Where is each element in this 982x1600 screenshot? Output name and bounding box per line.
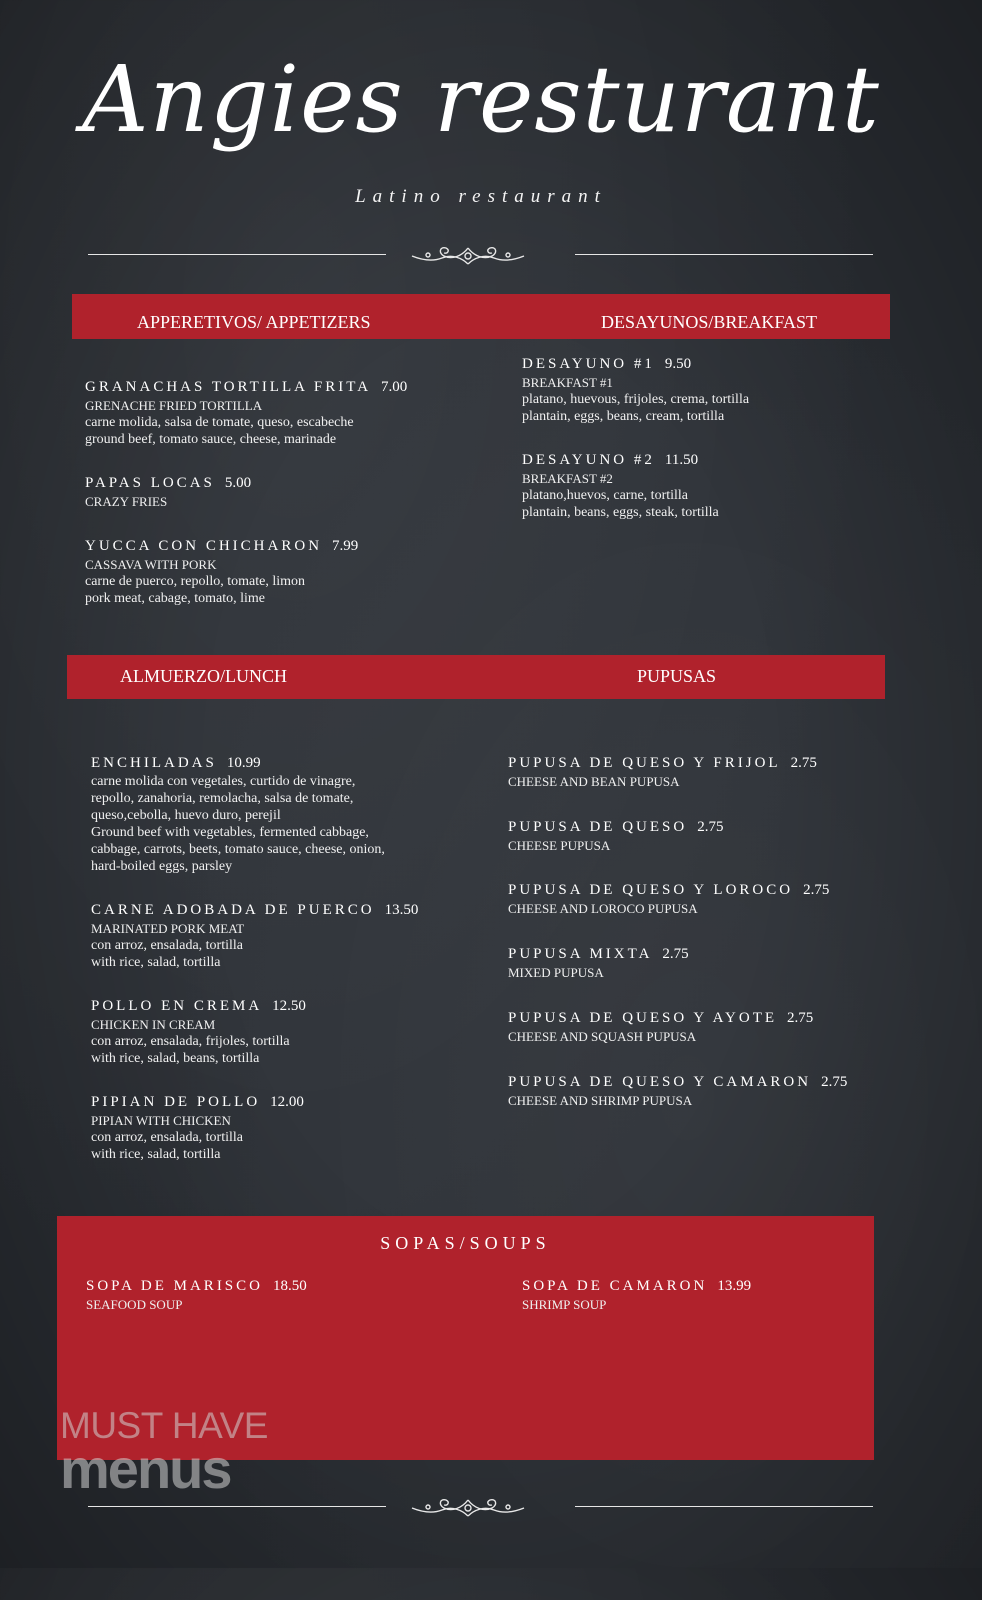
menu-item	[508, 754, 898, 790]
item-description: plantain, eggs, beans, cream, tortilla	[522, 409, 725, 424]
menu-item	[508, 881, 898, 917]
divider-right-bottom	[575, 1506, 873, 1507]
item-name: PUPUSA MIXTA	[508, 946, 653, 962]
item-price: 12.50	[272, 998, 306, 1014]
item-description: queso,cebolla, huevo duro, perejil	[91, 808, 281, 823]
item-price: 2.75	[821, 1074, 848, 1090]
watermark-top: MUST HAVE	[60, 1405, 268, 1446]
watermark-bottom: menus	[60, 1437, 231, 1500]
item-description: with rice, salad, tortilla	[91, 1147, 221, 1162]
item-name: PUPUSA DE QUESO Y CAMARON	[508, 1074, 812, 1090]
section-heading-pupusas: PUPUSAS	[637, 666, 717, 686]
item-description: carne de puerco, repollo, tomate, limon	[85, 574, 306, 589]
item-price: 18.50	[273, 1278, 307, 1294]
item-translation: PIPIAN WITH CHICKEN	[91, 1113, 231, 1128]
item-name: PUPUSA DE QUESO Y AYOTE	[508, 1010, 778, 1026]
item-translation: CHEESE PUPUSA	[508, 838, 611, 853]
item-translation: MIXED PUPUSA	[508, 965, 604, 980]
menu-item	[85, 474, 475, 510]
divider-left-bottom	[88, 1506, 386, 1507]
menu-item	[508, 818, 898, 854]
flourish-ornament-icon	[406, 1494, 530, 1522]
item-price: 2.75	[787, 1010, 814, 1026]
divider-right-top	[575, 254, 873, 255]
item-description: repollo, zanahoria, remolacha, salsa de tomate,	[91, 791, 354, 806]
item-price: 5.00	[224, 475, 252, 491]
item-translation: CHEESE AND BEAN PUPUSA	[508, 774, 680, 789]
item-description: platano,huevos, carne, tortilla	[522, 488, 688, 503]
item-name: SOPA DE MARISCO	[86, 1278, 263, 1294]
item-price: 7.99	[332, 538, 359, 554]
item-price: 2.75	[662, 946, 689, 962]
watermark-logo	[60, 1405, 320, 1500]
item-price: 12.00	[270, 1094, 304, 1110]
item-description: pork meat, cabage, tomato, lime	[85, 591, 265, 606]
menu-item	[91, 754, 481, 875]
item-translation: CHEESE AND SQUASH PUPUSA	[508, 1029, 697, 1044]
menu-item	[86, 1277, 476, 1313]
menu-item	[85, 378, 475, 448]
section-heading-lunch: ALMUERZO/LUNCH	[120, 666, 287, 686]
item-name: CARNE ADOBADA DE PUERCO	[91, 902, 375, 918]
item-name: DESAYUNO #2	[522, 452, 655, 468]
item-translation: SEAFOOD SOUP	[86, 1297, 183, 1312]
item-translation: BREAKFAST #1	[522, 375, 613, 390]
menu-item	[85, 537, 475, 607]
menu-item	[91, 997, 481, 1067]
item-description: hard-boiled eggs, parsley	[91, 859, 233, 874]
item-translation: CASSAVA WITH PORK	[85, 557, 217, 572]
item-description: with rice, salad, beans, tortilla	[91, 1051, 260, 1066]
item-price: 13.99	[717, 1278, 752, 1294]
item-description: with rice, salad, tortilla	[91, 955, 221, 970]
item-name: YUCCA CON CHICHARON	[85, 538, 323, 554]
item-price: 2.75	[803, 882, 830, 898]
item-translation: GRENACHE FRIED TORTILLA	[85, 398, 263, 413]
menu-item	[91, 901, 481, 971]
item-translation: CRAZY FRIES	[85, 494, 168, 509]
menu-item	[508, 1009, 898, 1045]
section-heading-soups: SOPAS/SOUPS	[380, 1233, 551, 1253]
menu-item	[522, 451, 912, 521]
item-price: 11.50	[664, 452, 699, 468]
menu-item	[91, 1093, 481, 1163]
item-description: carne molida, salsa de tomate, queso, escabeche	[85, 415, 354, 430]
item-name: PUPUSA DE QUESO Y LOROCO	[508, 882, 794, 898]
item-name: POLLO EN CREMA	[91, 998, 263, 1014]
item-price: 9.50	[664, 356, 692, 372]
item-name: PUPUSA DE QUESO Y FRIJOL	[508, 755, 781, 771]
item-name: SOPA DE CAMARON	[522, 1278, 708, 1294]
item-description: ground beef, tomato sauce, cheese, marinade	[85, 432, 337, 447]
item-price: 10.99	[226, 755, 261, 771]
menu-item	[522, 1277, 912, 1313]
menu-item	[522, 355, 912, 425]
section-heading-appetizers: APPERETIVOS/ APPETIZERS	[137, 312, 371, 332]
item-name: PAPAS LOCAS	[85, 475, 215, 491]
restaurant-title: Angies resturant	[82, 46, 880, 153]
restaurant-subtitle: Latino restaurant	[355, 186, 607, 207]
item-translation: MARINATED PORK MEAT	[91, 921, 245, 936]
item-translation: CHEESE AND SHRIMP PUPUSA	[508, 1093, 693, 1108]
divider-left-top	[88, 254, 386, 255]
item-description: con arroz, ensalada, tortilla	[91, 1130, 243, 1145]
item-name: GRANACHAS TORTILLA FRITA	[85, 379, 372, 395]
item-translation: SHRIMP SOUP	[522, 1297, 607, 1312]
item-price: 2.75	[790, 755, 817, 771]
item-translation: CHICKEN IN CREAM	[91, 1017, 216, 1032]
item-description: platano, huevous, frijoles, crema, tortilla	[522, 392, 750, 407]
item-translation: CHEESE AND LOROCO PUPUSA	[508, 901, 698, 916]
item-price: 2.75	[697, 819, 724, 835]
item-description: con arroz, ensalada, frijoles, tortilla	[91, 1034, 290, 1049]
menu-item	[508, 1073, 898, 1109]
item-description: cabbage, carrots, beets, tomato sauce, cheese, onion,	[91, 842, 385, 857]
flourish-ornament-icon	[406, 242, 530, 270]
menu-item	[508, 945, 898, 981]
item-description: Ground beef with vegetables, fermented cabbage,	[91, 825, 369, 840]
item-translation: BREAKFAST #2	[522, 471, 613, 486]
item-description: con arroz, ensalada, tortilla	[91, 938, 243, 953]
item-name: ENCHILADAS	[91, 755, 217, 771]
item-name: DESAYUNO #1	[522, 356, 655, 372]
item-price: 7.00	[381, 379, 408, 395]
item-description: plantain, beans, eggs, steak, tortilla	[522, 505, 719, 520]
item-name: PIPIAN DE POLLO	[91, 1094, 261, 1110]
section-heading-breakfast: DESAYUNOS/BREAKFAST	[601, 312, 818, 332]
item-description: carne molida con vegetales, curtido de vinagre,	[91, 774, 356, 789]
item-name: PUPUSA DE QUESO	[508, 819, 688, 835]
item-price: 13.50	[384, 902, 419, 918]
